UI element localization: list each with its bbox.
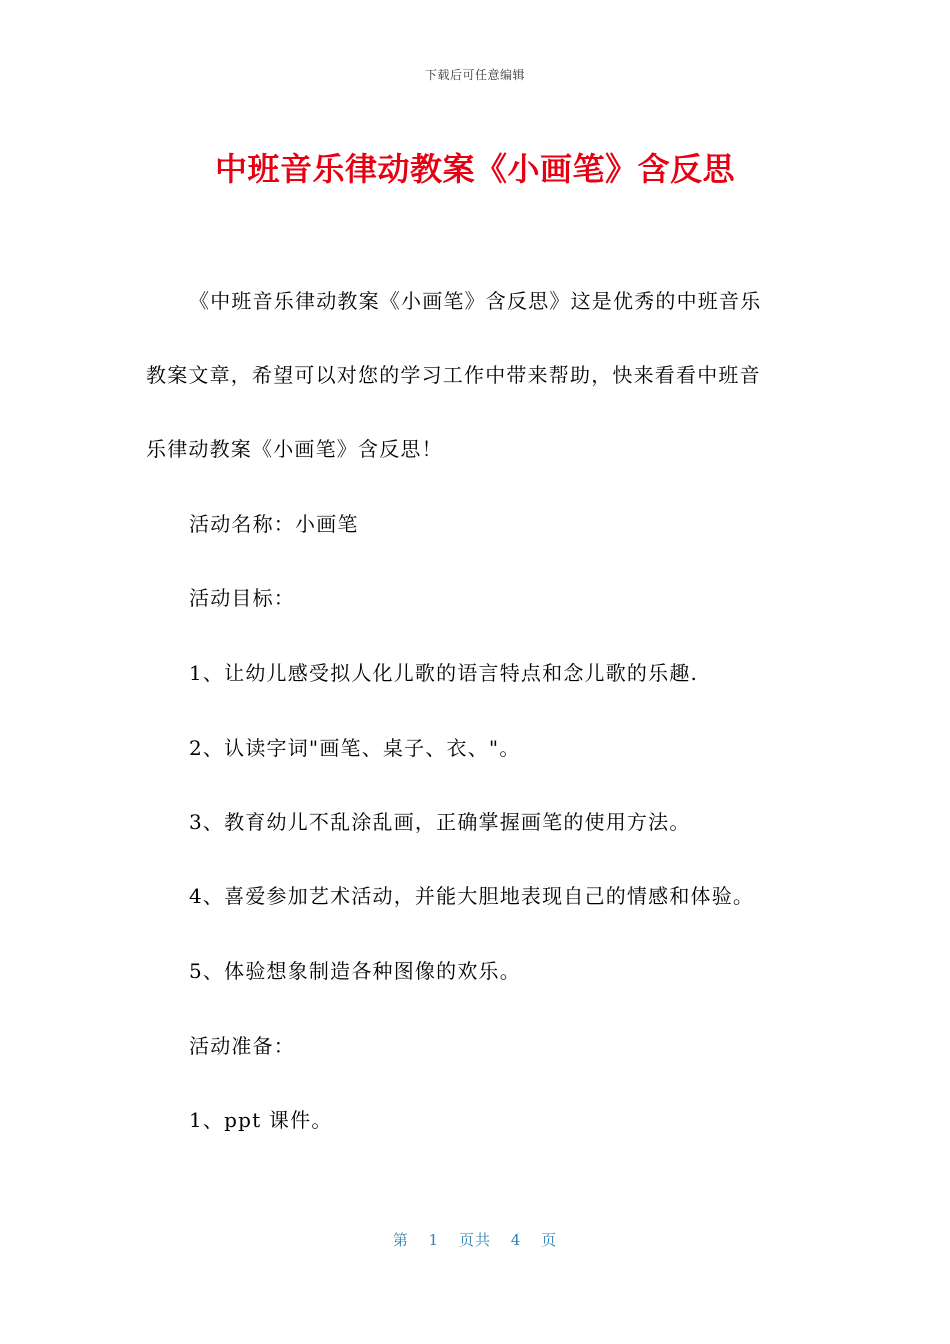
intro-line: 乐律动教案《小画笔》含反思！ <box>146 437 443 461</box>
header-note: 下载后可任意编辑 <box>424 68 525 82</box>
intro-line: 教案文章，希望可以对您的学习工作中带来帮助，快来看看中班音 <box>146 363 761 387</box>
footer-middle: 页共 <box>458 1231 491 1249</box>
footer-prefix: 第 <box>392 1231 409 1249</box>
goal-item: 5、体验想象制造各种图像的欢乐。 <box>189 959 521 983</box>
prep-heading: 活动准备： <box>189 1034 295 1058</box>
goal-item: 4、喜爱参加艺术活动，并能大胆地表现自己的情感和体验。 <box>189 884 755 908</box>
goals-heading: 活动目标： <box>189 586 295 610</box>
goal-item: 2、认读字词"画笔、桌子、衣、"。 <box>189 736 521 760</box>
goal-item: 3、教育幼儿不乱涂乱画，正确掌握画笔的使用方法。 <box>189 810 691 834</box>
activity-name: 活动名称：小画笔 <box>189 512 359 536</box>
intro-line: 《中班音乐律动教案《小画笔》含反思》这是优秀的中班音乐 <box>189 289 762 313</box>
page-footer <box>0 1229 950 1250</box>
footer-current-page: 1 <box>428 1231 440 1249</box>
prep-item: 1、ppt 课件。 <box>189 1108 333 1132</box>
goal-item: 1、让幼儿感受拟人化儿歌的语言特点和念儿歌的乐趣. <box>189 661 699 685</box>
document-title: 中班音乐律动教案《小画笔》含反思 <box>214 150 735 188</box>
footer-suffix: 页 <box>541 1231 558 1249</box>
footer-total-pages: 4 <box>510 1231 522 1249</box>
